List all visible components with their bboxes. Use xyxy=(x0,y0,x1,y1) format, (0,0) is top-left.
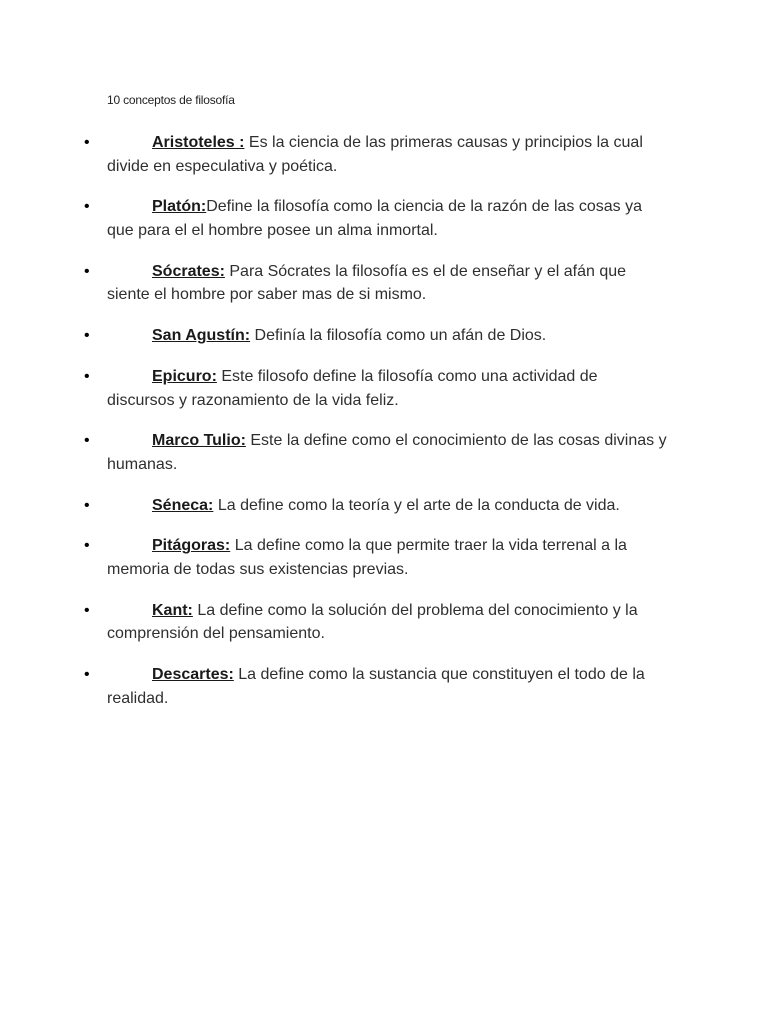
list-item xyxy=(0,534,768,581)
concept-definition: Este filosofo define la filosofía como una actividad de discursos y razonamiento de la vida feliz. xyxy=(107,367,598,409)
concept-term: Séneca: xyxy=(152,496,214,514)
concept-definition: La define como la teoría y el arte de la conducta de vida. xyxy=(213,496,620,514)
concept-term: Platón: xyxy=(152,198,207,216)
concept-definition: La define como la sustancia que constituyen el todo de la realidad. xyxy=(107,666,645,707)
bullet-icon: • xyxy=(84,601,90,619)
list-item xyxy=(0,324,768,348)
concept-term: Aristoteles : xyxy=(152,134,245,151)
concept-definition: Definía la filosofía como un afán de Dios. xyxy=(250,327,547,345)
concept-definition: Este la define como el conocimiento de las cosas divinas y humanas. xyxy=(107,432,667,473)
concept-term: Sócrates: xyxy=(152,262,225,280)
bullet-icon: • xyxy=(84,134,90,151)
bullet-icon: • xyxy=(84,327,90,345)
bullet-icon: • xyxy=(84,262,90,280)
concept-term: Epicuro: xyxy=(152,367,217,385)
bullet-icon: • xyxy=(84,496,90,514)
bullet-icon: • xyxy=(84,537,90,555)
concept-list xyxy=(0,131,768,728)
concept-definition: La define como la solución del problema del conocimiento y la comprensión del pensamiento. xyxy=(107,601,638,643)
bullet-icon: • xyxy=(84,666,90,684)
bullet-icon: • xyxy=(84,198,90,216)
document-title: 10 conceptos de filosofía xyxy=(107,93,235,107)
list-item xyxy=(0,494,768,518)
concept-term: Pitágoras: xyxy=(152,537,231,555)
bullet-icon: • xyxy=(84,367,90,385)
list-item xyxy=(0,365,768,412)
concept-definition: Para Sócrates la filosofía es el de enseñar y el afán que siente el hombre por saber mas de si mismo. xyxy=(107,262,627,304)
bullet-icon: • xyxy=(84,432,90,450)
concept-definition: Define la filosofía como la ciencia de la razón de las cosas ya que para el el hombre posee un alma inmortal. xyxy=(107,198,643,239)
list-item xyxy=(0,429,768,476)
concept-definition: La define como la que permite traer la vida terrenal a la memoria de todas sus existencias previas. xyxy=(107,537,627,579)
concept-definition: Es la ciencia de las primeras causas y principios la cual divide en especulativa y poética. xyxy=(107,134,643,175)
concept-term: San Agustín: xyxy=(152,327,251,345)
concept-term: Marco Tulio: xyxy=(152,432,246,450)
list-item xyxy=(0,131,768,178)
list-item xyxy=(0,663,768,710)
concept-term: Kant: xyxy=(152,601,193,619)
concept-term: Descartes: xyxy=(152,666,234,684)
list-item xyxy=(0,599,768,646)
list-item xyxy=(0,260,768,307)
list-item xyxy=(0,195,768,242)
